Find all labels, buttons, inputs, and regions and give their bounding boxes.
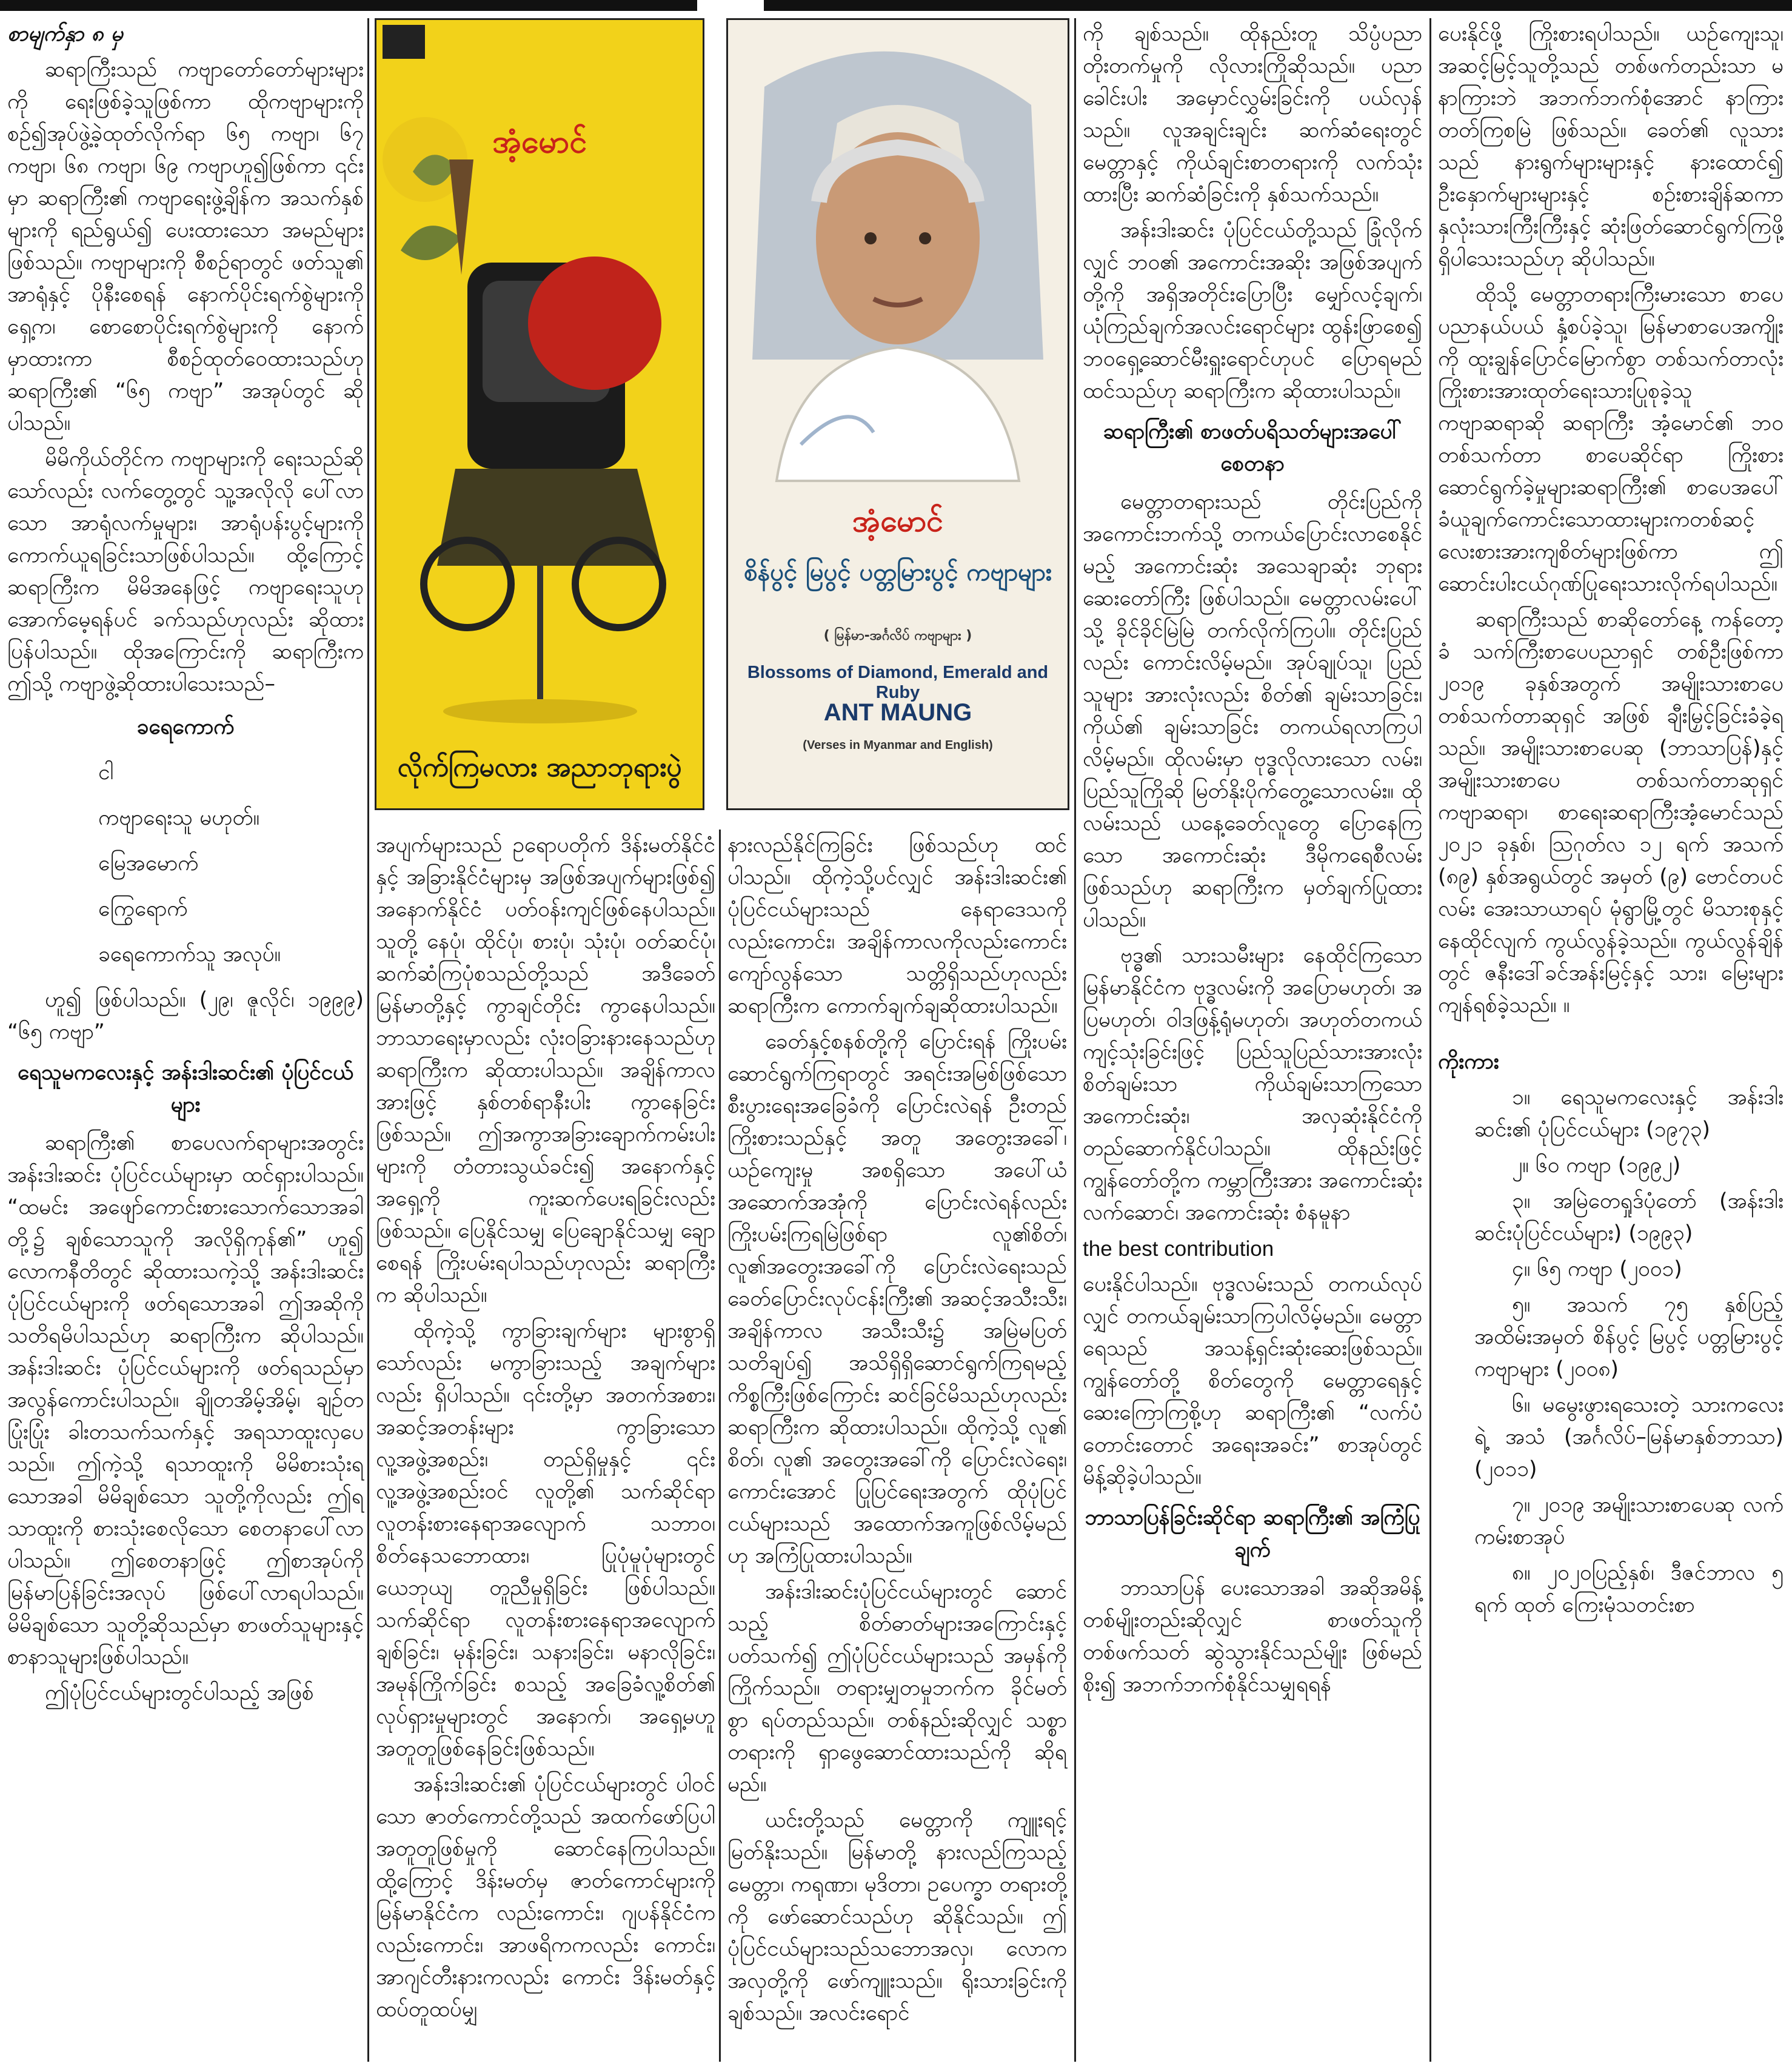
paragraph: ဤပုံပြင်ငယ်များတွင်ပါသည့် အဖြစ်: [45, 1681, 314, 1705]
continued-caption: စာမျက်နှာ ၈ မှ: [7, 22, 123, 46]
column-divider: [1074, 18, 1076, 2062]
paragraph: အပျက်များသည် ဥရောပတိုက် ဒိန်းမတ်နိုင်ငံနှင့် အခြားနိုင်ငံများမှ အဖြစ်အပျက်များဖြစ်၍ အနောက်နိုင်ငံ ပတ်ဝန်းကျင်ဖြစ်နေပါသည်။ သူတို့ နေပုံ၊ ထိုင်ပုံ၊ စားပုံ၊ သုံးပုံ၊ ဝတ်ဆင်ပုံ၊ ဆက်ဆံကြပုံစသည်တို့သည် အဒီခေတ်မြန်မာတို့နှင့် ကွာချင်တိုင်း ကွာနေပါသည်။ ဘာသာရေးမှာလည်း လုံးဝခြားနားနေသည်ဟု ဆရာကြီးက ဆိုထားပါသည်။ အချိန်ကာလအားဖြင့် နှစ်တစ်ရာနီးပါး ကွာနေခြင်းဖြစ်သည်။ ဤအကွာအခြားချောက်ကမ်းပါးများကို တံတားသွယ်ခင်း၍ အနောက်နှင့် အရှေ့ကို ကူးဆက်ပေးရခြင်းလည်း ဖြစ်သည်။ ပြေနိုင်သမျှ ပြေချောနိုင်သမျှ ချောစေရန် ကြိုးပမ်းရပါသည်ဟုလည်း ဆရာကြီးက ဆိုပါသည်။: [376, 833, 715, 1307]
paragraph: ထိုကဲ့သို့ ကွာခြားချက်များ များစွာရှိသော်လည်း မကွာခြားသည့် အချက်များလည်း ရှိပါသည်။ ၎င်းတို့မှာ အတက်အစား၊ အဆင့်အတန်းများ ကွာခြားသော လူ့အဖွဲ့အစည်း၊ တည်ရှိမှုနှင့် ၎င်းလူ့အဖွဲ့အစည်းဝင် လူတို့၏ သက်ဆိုင်ရာ လူတန်းစားနေရာအလျောက် သဘာဝ၊ စိတ်နေသဘောထား၊ ပြုပုံမူပုံများတွင် ယေဘုယျ တူညီမှုရှိခြင်း ဖြစ်ပါသည်။ သက်ဆိုင်ရာ လူတန်းစားနေရာအလျောက် ချစ်ခြင်း၊ မုန်းခြင်း၊ သနားခြင်း၊ မနာလိုခြင်း၊ အမုန်ကြိုက်ခြင်း စသည့် အခြေခံလူ့စိတ်၏ လုပ်ရှားမှုများတွင် အနောက်၊ အရှေ့မဟူ အတူတူဖြစ်နေခြင်းဖြစ်သည်။: [376, 1319, 715, 1761]
paragraph: အန်းဒါးဆင်း ပုံပြင်ငယ်တို့သည် ခြုံလိုက်လျှင် ဘဝ၏ အကောင်းအဆိုး အဖြစ်အပျက်တို့ကို အရှိအတိုင်းပြောပြီး မျှော်လင့်ချက်၊ ယုံကြည်ချက်အလင်းရောင်များ ထွန်းဖြာစေ၍ ဘဝရှေ့ဆောင်မီးရှူးရောင်ဟုပင် ပြောရမည်ထင်သည်ဟု ဆရာကြီးက ဆိုထားပါသည်။: [1083, 218, 1422, 403]
poem-line: ခရေကောက်သူ အလုပ်။: [98, 942, 281, 967]
reference-item: ၂။ ၆၀ ကဗျာ (၁၉၉၂): [1512, 1153, 1681, 1178]
book-cover-image-1: [375, 18, 704, 810]
paragraph: ပေးနိုင်ဖို့ ကြိုးစားရပါသည်။ ယဉ်ကျေးသူ၊ အဆင့်မြင့်သူတို့သည် တစ်ဖက်တည်းသာ မနာကြားဘဲ အဘက်ဘက်စုံအောင် နာကြားတတ်ကြစမြဲ ဖြစ်သည်။ ခေတ်၏ လူသားသည် နားရွက်များများနှင့် နားထောင်၍ ဦးနှောက်များများနှင့် စဉ်းစားချိန်ဆကာ နှလုံးသားကြီးကြီးနှင့် ဆုံးဖြတ်ဆောင်ရွက်ကြဖို့ ရှိပါသေးသည်ဟု ဆိုပါသည်။: [1438, 22, 1784, 271]
poem-source: ဟူ၍ ဖြစ်ပါသည်။ (၂၉၊ ဇူလိုင်၊ ၁၉၉၉) “၆၅ ကဗျာ”: [7, 988, 364, 1044]
column-1: [7, 18, 364, 1713]
paragraph: နားလည်နိုင်ကြခြင်း ဖြစ်သည်ဟု ထင်ပါသည်။ ထိုကဲ့သို့ပင်လျှင် အန်းဒါးဆင်း၏ ပုံပြင်ငယ်များသည် နေရာဒေသကိုလည်းကောင်း၊ အချိန်ကာလကိုလည်းကောင်း ကျော်လွန်သော သတ္တိရှိသည်ဟုလည်း ဆရာကြီးက ကောက်ချက်ချဆိုထားပါသည်။: [727, 833, 1067, 1018]
cover-title: လိုက်ကြမလား အညာဘုရားပွဲ: [397, 752, 682, 783]
column-2: [376, 830, 715, 2030]
paragraph: ကို ချစ်သည်။ ထိုနည်းတူ သိပ္ပံပညာ တိုးတက်မှုကို လိုလားကြိုဆိုသည်။ ပညာခေါင်းပါး အမှောင်လွှမ်းခြင်းကို ပယ်လှန်သည်။ လူအချင်းချင်း ဆက်ဆံရေးတွင် မေတ္တာနှင့် ကိုယ်ချင်းစာတရားကို လက်သုံးထားပြီး ဆက်ဆံခြင်းကို နှစ်သက်သည်။: [1083, 22, 1422, 207]
cover-title-en: Blossoms of Diamond, Emerald and Ruby: [747, 663, 1049, 702]
paragraph: ခေတ်နှင့်စနစ်တို့ကို ပြောင်းရန် ကြိုးပမ်းဆောင်ရွက်ကြရာတွင် အရင်းအမြစ်ဖြစ်သော စီးပွားရေးအခြေခံကို ပြောင်းလဲရန် ဦးတည်ကြိုးစားသည်နှင့် အတူ အတွေးအခေါ်၊ ယဉ်ကျေးမှု အစရှိသော အပေါ်ယံအဆောက်အအုံကို ပြောင်းလဲရန်လည်း ကြိုးပမ်းကြရမြဲဖြစ်ရာ လူ၏စိတ်၊ လူ၏အတွေးအခေါ်ကို ပြောင်းလဲရေးသည် ခေတ်ပြောင်းလုပ်ငန်းကြီး၏ အဆင့်အသီးသီး၊ အချိန်ကာလ အသီးသီး၌ အမြဲမပြတ် သတိချပ်၍ အသိရှိရှိဆောင်ရွက်ကြရမည့် ကိစ္စကြီးဖြစ်ကြောင်း ဆင်ခြင်မိသည်ဟုလည်း ဆရာကြီးက ဆိုထားပါသည်။ ထိုကဲ့သို့ လူ၏ စိတ်၊ လူ၏ အတွေးအခေါ်ကို ပြောင်းလဲရေး၊ ကောင်းအောင် ပြုပြင်ရေးအတွက် ထိုပုံပြင်ငယ်များသည် အထောက်အကူဖြစ်လိမ့်မည်ဟု အကြံပြုထားပါသည်။: [727, 1030, 1067, 1568]
poem-line: မြေအမောက်: [98, 851, 199, 876]
cover-note-en: (Verses in Myanmar and English): [803, 739, 993, 752]
paragraph: ပေးနိုင်ပါသည်။ ဗုဒ္ဓလမ်းသည် တကယ်လုပ်လျှင် တကယ်ချမ်းသာကြပါလိမ့်မည်။ မေတ္တာရေသည် အသန့်ရှင်းဆုံးဆေးဖြစ်သည်။ ကျွန်တော်တို့ စိတ်တွေကို မေတ္တာရေနှင့် ဆေးကြောကြစို့ဟု ဆရာကြီး၏ “လက်ပံတောင်းတောင် အရေးအခင်း” စာအုပ်တွင် မိန့်ဆိုခဲ့ပါသည်။: [1083, 1272, 1422, 1489]
reference-item: ၅။ အသက် ၇၅ နှစ်ပြည့် အထိမ်းအမှတ် စိန်ပွင့် မြပွင့် ပတ္တမြားပွင့် ကဗျာများ (၂၀၀၈): [1474, 1293, 1784, 1381]
reference-item: ၈။ ၂၀၂၀ပြည့်နှစ်၊ ဒီဇင်ဘာလ ၅ ရက် ထုတ် ကြေးမုံသတင်းစာ: [1474, 1561, 1784, 1617]
poem-line: ကဗျာရေးသူ မဟုတ်။: [98, 806, 260, 830]
poem-line: ငါ: [98, 760, 114, 785]
poem-title: ခရေကောက်: [136, 715, 235, 739]
reference-item: ၄။ ၆၅ ကဗျာ (၂၀၀၁): [1512, 1257, 1682, 1281]
cover-author: အံ့မောင်: [492, 124, 587, 160]
paragraph: ဗုဒ္ဓ၏ သားသမီးများ နေထိုင်ကြသော မြန်မာနိုင်ငံက ဗုဒ္ဓလမ်းကို အပြောမဟုတ်၊ အပြမဟုတ်၊ ဝါဒဖြန့်ရုံမဟုတ်၊ အဟုတ်တကယ် ကျင့်သုံးခြင်းဖြင့် ပြည်သူပြည်သားအားလုံး စိတ်ချမ်းသာ ကိုယ်ချမ်းသာကြသော အကောင်းဆုံး၊ အလှဆုံးနိုင်ငံကို တည်ဆောက်နိုင်ပါသည်။ ထိုနည်းဖြင့် ကျွန်တော်တို့က ကမ္ဘာကြီးအား အကောင်းဆုံး လက်ဆောင်၊ အကောင်းဆုံး စံနမူနာ: [1083, 944, 1422, 1225]
cover-subtitle-mm: ( မြန်မာ-အင်္ဂလိပ် ကဗျာများ ): [823, 628, 972, 643]
paragraph: ယင်းတို့သည် မေတ္တာကို ကျူးရင့်မြတ်နိုးသည်။ မြန်မာတို့ နားလည်ကြသည့် မေတ္တာ၊ ကရုဏာ၊ မုဒိတာ၊ ဥပေက္ခာ တရားတို့ကို ဖော်ဆောင်သည်ဟု ဆိုနိုင်သည်။ ဤပုံပြင်ငယ်များသည်သဘောအလှ၊ လောကအလှတို့ကို ဖော်ကျူးသည်။ ရိုးသားခြင်းကို ချစ်သည်။ အလင်းရောင်: [727, 1808, 1067, 2025]
column-4: [1083, 18, 1422, 1705]
reference-item: ၃။ အမြဲတေရှုဒ်ပုံတော် (အန်းဒါးဆင်းပုံပြင်ငယ်များ) (၁၉၉၃): [1474, 1189, 1784, 1246]
reference-item: ၁။ ရေသူမကလေးနှင့် အန်းဒါးဆင်း၏ ပုံပြင်ငယ်များ (၁၉၇၃): [1474, 1085, 1784, 1142]
section-heading: ဘာသာပြန်ခြင်းဆိုင်ရာ ဆရာကြီး၏ အကြံပြုချက်: [1085, 1506, 1420, 1562]
paragraph: ထိုသို့ မေတ္တာတရားကြီးမားသော စာပေပညာနယ်ပယ် နှံ့စပ်ခဲ့သူ၊ မြန်မာစာပေအကျိုးကို ထူးချွန်ပြောင်မြောက်စွာ တစ်သက်တာလုံး ကြိုးစားအားထုတ်ရေးသားပြုစုခဲ့သူ ကဗျာဆရာဆို ဆရာကြီး အံ့မောင်၏ ဘဝတစ်သက်တာ စာပေဆိုင်ရာ ကြိုးစားဆောင်ရွက်ခဲ့မှုများဆရာကြီး၏ စာပေအပေါ် ခံယူချက်ကောင်းသောထားများကတစ်ဆင့် လေးစားအားကျစိတ်များဖြစ်ကာ ဤဆောင်းပါးငယ်ဂုဏ်ပြုရေးသားလိုက်ရပါသည်။: [1438, 283, 1784, 596]
references-title: ကိုးကား: [1438, 1050, 1499, 1074]
column-3: [727, 830, 1067, 2033]
english-phrase: the best contribution: [1083, 1237, 1274, 1261]
cover-author: အံ့မောင်: [852, 503, 943, 538]
paragraph: ဆရာကြီးသည် ကဗျာတော်တော်များများကို ရေးဖြစ်ခဲ့သူဖြစ်ကာ ထိုကဗျာများကို စဉ်၍အုပ်ဖွဲ့ခဲ့ထုတ်လိုက်ရာ ၆၅ ကဗျာ၊ ၆၇ ကဗျာ၊ ၆၈ ကဗျာ၊ ၆၉ ကဗျာဟူ၍ဖြစ်ကာ ၎င်းမှာ ဆရာကြီး၏ ကဗျာရေးဖွဲ့ချိန်က အသက်နှစ်များကို ရည်ရွယ်၍ ပေးထားသော အမည်များဖြစ်သည်။ ကဗျာများကို စီစဉ်ရာတွင် ဖတ်သူ၏ အာရုံနှင့် ပိုနီးစေရန် နောက်ပိုင်းရက်စွဲများကို ရှေ့က၊ စောစောပိုင်းရက်စွဲများကို နောက်မှာထားကာ စီစဉ်ထုတ်ဝေထားသည်ဟု ဆရာကြီး၏ “၆၅ ကဗျာ” အအုပ်တွင် ဆိုပါသည်။: [7, 58, 364, 435]
paragraph: အန်းဒါးဆင်း၏ ပုံပြင်ငယ်များတွင် ပါဝင်သော ဇာတ်ကောင်တို့သည် အထက်ဖော်ပြပါ အတူတူဖြစ်မှုကို ဆောင်နေကြပါသည်။ ထို့ကြောင့် ဒိန်းမတ်မှ ဇာတ်ကောင်များကို မြန်မာနိုင်ငံက လည်းကောင်း၊ ဂျပန်နိုင်ငံက လည်းကောင်း၊ အာဖရိကကလည်း ကောင်း၊ အာဂျင်တီးနားကလည်း ကောင်း ဒိန်းမတ်နှင့် ထပ်တူထပ်မျှ: [376, 1772, 715, 2022]
section-heading: ရေသူမကလေးနှင့် အန်းဒါးဆင်း၏ ပုံပြင်ငယ်များ: [18, 1061, 353, 1117]
column-divider: [719, 830, 721, 2062]
paragraph: ဆရာကြီးသည် စာဆိုတော်နေ့ ကန်တော့ခံ သက်ကြီးစာပေပညာရှင် တစ်ဦးဖြစ်ကာ ၂၀၁၉ ခုနှစ်အတွက် အမျိုးသားစာပေ တစ်သက်တာဆုရှင် အဖြစ် ချီးမြှင့်ခြင်းခံခဲ့ရသည်။ အမျိုးသားစာပေဆု (ဘာသာပြန်)နှင့် အမျိုးသားစာပေ တစ်သက်တာဆုရှင် ကဗျာဆရာ၊ စာရေးဆရာကြီးအံ့မောင်သည် ၂၀၂၁ ခုနှစ်၊ ဩဂုတ်လ ၁၂ ရက် အသက် (၈၉) နှစ်အရွယ်တွင် အမှတ် (၉) ဗောင်တပင်လမ်း အေးသာယာရပ် မုံရွာမြို့တွင် မိသားစုနှင့် နေထိုင်လျက် ကွယ်လွန်ခဲ့သည်။ ကွယ်လွန်ချိန်တွင် ဇနီးဒေါ်ခင်အန်းမြင့်နှင့် သား၊ မြေးများ ကျန်ရစ်ခဲ့သည်။ ။: [1438, 608, 1784, 1018]
reference-item: ၆။ မမွေးဖွားရသေးတဲ့ သားကလေးရဲ့ အသံ (အင်္ဂလိပ်–မြန်မာနှစ်ဘာသာ) (၂၀၁၁): [1474, 1393, 1784, 1481]
column-divider: [367, 18, 369, 2062]
section-heading: ဆရာကြီး၏ စာဖတ်ပရိသတ်များအပေါ် စေတနာ: [1103, 420, 1402, 476]
paragraph: ဆရာကြီး၏ စာပေလက်ရာများအတွင်း အန်းဒါးဆင်း ပုံပြင်ငယ်များမှာ ထင်ရှားပါသည်။ “ထမင်း အဖျော်ကောင်းစားသောက်သောအခါတို့၌ ချစ်သောသူကို အလိုရှိကုန်၏” ဟူ၍ လောကနီတိတွင် ဆိုထားသကဲ့သို့ အန်းဒါးဆင်း ပုံပြင်ငယ်များကို ဖတ်ရသောအခါ ဤအဆိုကို သတိရမိပါသည်ဟု ဆရာကြီးက ဆိုပါသည်။ အန်းဒါးဆင်း ပုံပြင်ငယ်များကို ဖတ်ရသည်မှာ အလွန်ကောင်းပါသည်။ ချိုတအိမ့်အိမ့်၊ ချဉ်တပြုံးပြုံး ခါးတသက်သက်နှင့် အရသာထူးလှပေသည်။ ဤကဲ့သို့ ရသာထူးကို မိမိစားသုံးရသောအခါ မိမိချစ်သော သူတို့ကိုလည်း ဤရသာထူးကို စားသုံးစေလိုသော စေတနာပေါ်လာပါသည်။ ဤစေတနာဖြင့် ဤစာအုပ်ကို မြန်မာပြန်ခြင်းအလုပ် ဖြစ်ပေါ်လာရပါသည်။ မိမိချစ်သော သူတို့ဆိုသည်မှာ စာဖတ်သူများနှင့် စာနာသူများဖြစ်ပါသည်။: [7, 1131, 364, 1669]
cover-author-en: ANT MAUNG: [823, 699, 972, 726]
reference-item: ၇။ ၂၀၁၉ အမျိုးသားစာပေဆု လက်ကမ်းစာအုပ်: [1474, 1493, 1784, 1549]
column-5: [1438, 18, 1784, 1625]
paragraph: မေတ္တာတရားသည် တိုင်းပြည်ကို အကောင်းဘက်သို့ တကယ်ပြောင်းလာစေနိုင်မည့် အကောင်းဆုံး အသေချာဆုံး ဘုရားဆေးတော်ကြီး ဖြစ်ပါသည်။ မေတ္တာလမ်းပေါ်သို့ ခိုင်ခိုင်မြဲမြဲ တက်လိုက်ကြပါ။ တိုင်းပြည်လည်း ကောင်းလိမ့်မည်။ အုပ်ချုပ်သူ၊ ပြည်သူများ အားလုံးလည်း စိတ်၏ ချမ်းသာခြင်း၊ ကိုယ်၏ ချမ်းသာခြင်း တကယ်ရလာကြပါလိမ့်မည်။ ထိုလမ်းမှာ ဗုဒ္ဓလိုလားသော လမ်း၊ ပြည်သူကြိုဆို မြတ်နိုးပိုက်တွေ့သောလမ်း။ ထိုလမ်းသည် ယနေ့ခေတ်လူတွေ ပြောနေကြသော အကောင်းဆုံး ဒီမိုကရေစီလမ်းဖြစ်သည်ဟု ဆရာကြီးက မှတ်ချက်ပြုထားပါသည်။: [1083, 490, 1422, 932]
paragraph: မိမိကိုယ်တိုင်က ကဗျာများကို ရေးသည်ဆိုသော်လည်း လက်တွေ့တွင် သူ့အလိုလို ပေါ်လာသော အာရုံလက်မှုများ၊ အာရုံပန်းပွင့်များကို ကောက်ယူရခြင်းသာဖြစ်ပါသည်။ ထို့ကြောင့် ဆရာကြီးက မိမိအနေဖြင့် ကဗျာရေးသူဟု အောက်မေ့ရန်ပင် ခက်သည်ဟုလည်း ဆိုထားပြန်ပါသည်။ ထိုအကြောင်းကို ဆရာကြီးက ဤသို့ ကဗျာဖွဲ့ဆိုထားပါသေးသည်–: [7, 447, 364, 696]
column-divider: [1429, 18, 1431, 2062]
top-rule: [0, 0, 1792, 11]
poem-line: ကြွေရောက်: [98, 897, 188, 921]
cover-title-mm: စိန်ပွင့် မြပွင့် ပတ္တမြားပွင့် ကဗျာများ: [743, 558, 1052, 586]
paragraph: ဘာသာပြန် ပေးသောအခါ အဆိုအမိန့် တစ်မျိုးတည်းဆိုလျှင် စာဖတ်သူကို တစ်ဖက်သတ် ဆွဲသွားနိုင်သည်မျိုး ဖြစ်မည်စိုး၍ အဘက်ဘက်စုံနိုင်သမျှရရန်: [1083, 1576, 1422, 1697]
paragraph: အန်းဒါးဆင်းပုံပြင်ငယ်များတွင် ဆောင်သည့် စိတ်ဓာတ်များအကြောင်းနှင့် ပတ်သက်၍ ဤပုံပြင်ငယ်များသည် အမှန်ကို ကြိုက်သည်။ တရားမျှတမှုဘက်က ခိုင်မတ်စွာ ရပ်တည်သည်။ တစ်နည်းဆိုလျှင် သစ္စာတရားကို ရှာဖွေဆောင်ထားသည်ကို ဆိုရမည်။: [727, 1580, 1067, 1797]
book-cover-image-2: [726, 18, 1069, 810]
